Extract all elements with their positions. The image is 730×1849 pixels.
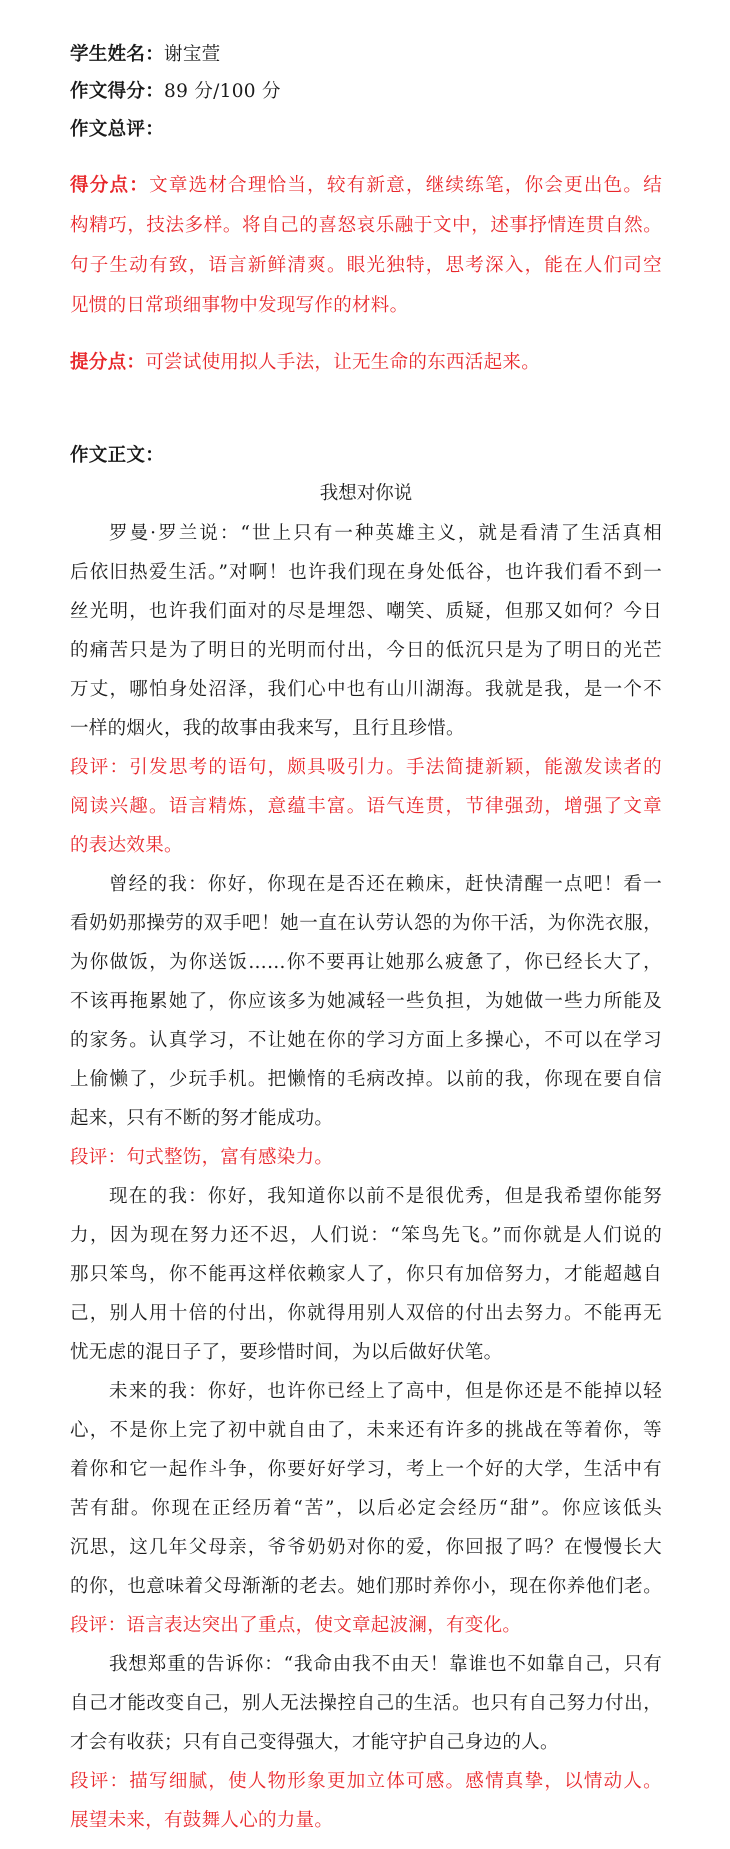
strengths-text: 文章选材合理恰当，较有新意，继续练笔，你会更出色。结 xyxy=(149,175,662,196)
paragraph-line: 沉思，这几年父母亲，爷爷奶奶对你的爱，你回报了吗？在慢慢长大 xyxy=(70,1537,662,1558)
strengths-label: 得分点： xyxy=(70,175,150,196)
paragraph-line: 起来，只有不断的努才能成功。 xyxy=(70,1108,334,1129)
paragraph-line: 的家务。认真学习，不让她在你的学习方面上多操心，不可以在学习 xyxy=(70,1030,662,1051)
strengths-line xyxy=(70,166,662,206)
essay-body-label: 作文正文： xyxy=(70,445,165,466)
overall-label: 作文总评： xyxy=(70,119,165,140)
essay-title: 我想对你说 xyxy=(319,483,413,504)
paragraph-line: 后依旧热爱生活。”对啊！也许我们现在身处低谷，也许我们看不到一 xyxy=(70,562,662,583)
score-value: 89 分/100 分 xyxy=(164,81,281,102)
paragraph-line: 罗曼·罗兰说：“世上只有一种英雄主义，就是看清了生活真相 xyxy=(109,523,662,544)
paragraph-line: 心，不是你上完了初中就自由了，未来还有许多的挑战在等着你，等 xyxy=(70,1420,662,1441)
score-label: 作文得分： xyxy=(70,81,165,102)
paragraph-line: 的痛苦只是为了明日的光明而付出，今日的低沉只是为了明日的光芒 xyxy=(70,640,662,661)
student-name: 谢宝萱 xyxy=(164,44,221,65)
score-row xyxy=(70,72,662,112)
strengths-line: 见惯的日常琐细事物中发现写作的材料。 xyxy=(70,295,409,316)
strengths-line: 句子生动有致，语言新鲜清爽。眼光独特，思考深入，能在人们司空 xyxy=(70,255,662,276)
paragraph-line: 自己才能改变自己，别人无法操控自己的生活。也只有自己努力付出， xyxy=(70,1693,662,1714)
comment-line: 的表达效果。 xyxy=(70,835,183,856)
strengths-line: 构精巧，技法多样。将自己的喜怒哀乐融于文中，述事抒情连贯自然。 xyxy=(70,215,662,236)
paragraph-line: 丝光明，也许我们面对的尽是埋怨、嘲笑、质疑，但那又如何？今日 xyxy=(70,601,662,622)
paragraph-line: 看奶奶那操劳的双手吧！她一直在认劳认怨的为你干活，为你洗衣服， xyxy=(70,913,662,934)
student-name-row xyxy=(70,35,662,75)
improve-label: 提分点： xyxy=(70,352,146,373)
paragraph-line: 现在的我：你好，我知道你以前不是很优秀，但是我希望你能努 xyxy=(109,1186,662,1207)
paragraph-line: 为你做饭，为你送饭……你不要再让她那么疲惫了，你已经长大了， xyxy=(70,952,662,973)
comment-line: 段评：描写细腻，使人物形象更加立体可感。感情真挚，以情动人。 xyxy=(70,1771,662,1792)
comment-line: 段评：句式整饬，富有感染力。 xyxy=(70,1147,334,1168)
improve-text: 可尝试使用拟人手法，让无生命的东西活起来。 xyxy=(145,352,541,373)
paragraph-line: 力，因为现在努力还不迟，人们说：“笨鸟先飞。”而你就是人们说的 xyxy=(70,1225,662,1246)
paragraph-line: 曾经的我：你好，你现在是否还在赖床，赶快清醒一点吧！看一 xyxy=(109,874,662,895)
student-name-label: 学生姓名： xyxy=(70,44,165,65)
improve-line xyxy=(70,343,662,383)
comment-line: 段评：语言表达突出了重点，使文章起波澜，有变化。 xyxy=(70,1615,522,1636)
paragraph-line: 未来的我：你好，也许你已经上了高中，但是你还是不能掉以轻 xyxy=(109,1381,662,1402)
paragraph-line: 忧无虑的混日子了，要珍惜时间，为以后做好伏笔。 xyxy=(70,1342,503,1363)
paragraph-line: 不该再拖累她了，你应该多为她减轻一些负担，为她做一些力所能及 xyxy=(70,991,662,1012)
paragraph-line: 苦有甜。你现在正经历着“苦”，以后必定会经历“甜”。你应该低头 xyxy=(70,1498,662,1519)
comment-line: 段评：引发思考的语句，颇具吸引力。手法简捷新颖，能激发读者的 xyxy=(70,757,662,778)
paragraph-line: 的你，也意味着父母渐渐的老去。她们那时养你小，现在你养他们老。 xyxy=(70,1576,662,1597)
paragraph-line: 我想郑重的告诉你：“我命由我不由天！靠谁也不如靠自己，只有 xyxy=(109,1654,662,1675)
paragraph-line: 那只笨鸟，你不能再这样依赖家人了，你只有加倍努力，才能超越自 xyxy=(70,1264,662,1285)
paragraph-line: 上偷懒了，少玩手机。把懒惰的毛病改掉。以前的我，你现在要自信 xyxy=(70,1069,662,1090)
paragraph-line: 着你和它一起作斗争，你要好好学习，考上一个好的大学，生活中有 xyxy=(70,1459,662,1480)
paragraph-line: 才会有收获；只有自己变得强大，才能守护自己身边的人。 xyxy=(70,1732,559,1753)
paragraph-line: 一样的烟火，我的故事由我来写，且行且珍惜。 xyxy=(70,718,465,739)
paragraph-line: 万丈，哪怕身处沼泽，我们心中也有山川湖海。我就是我，是一个不 xyxy=(70,679,662,700)
comment-line: 展望未来，有鼓舞人心的力量。 xyxy=(70,1810,334,1831)
paragraph-line: 己，别人用十倍的付出，你就得用别人双倍的付出去努力。不能再无 xyxy=(70,1303,662,1324)
comment-line: 阅读兴趣。语言精炼，意蕴丰富。语气连贯，节律强劲，增强了文章 xyxy=(70,796,662,817)
